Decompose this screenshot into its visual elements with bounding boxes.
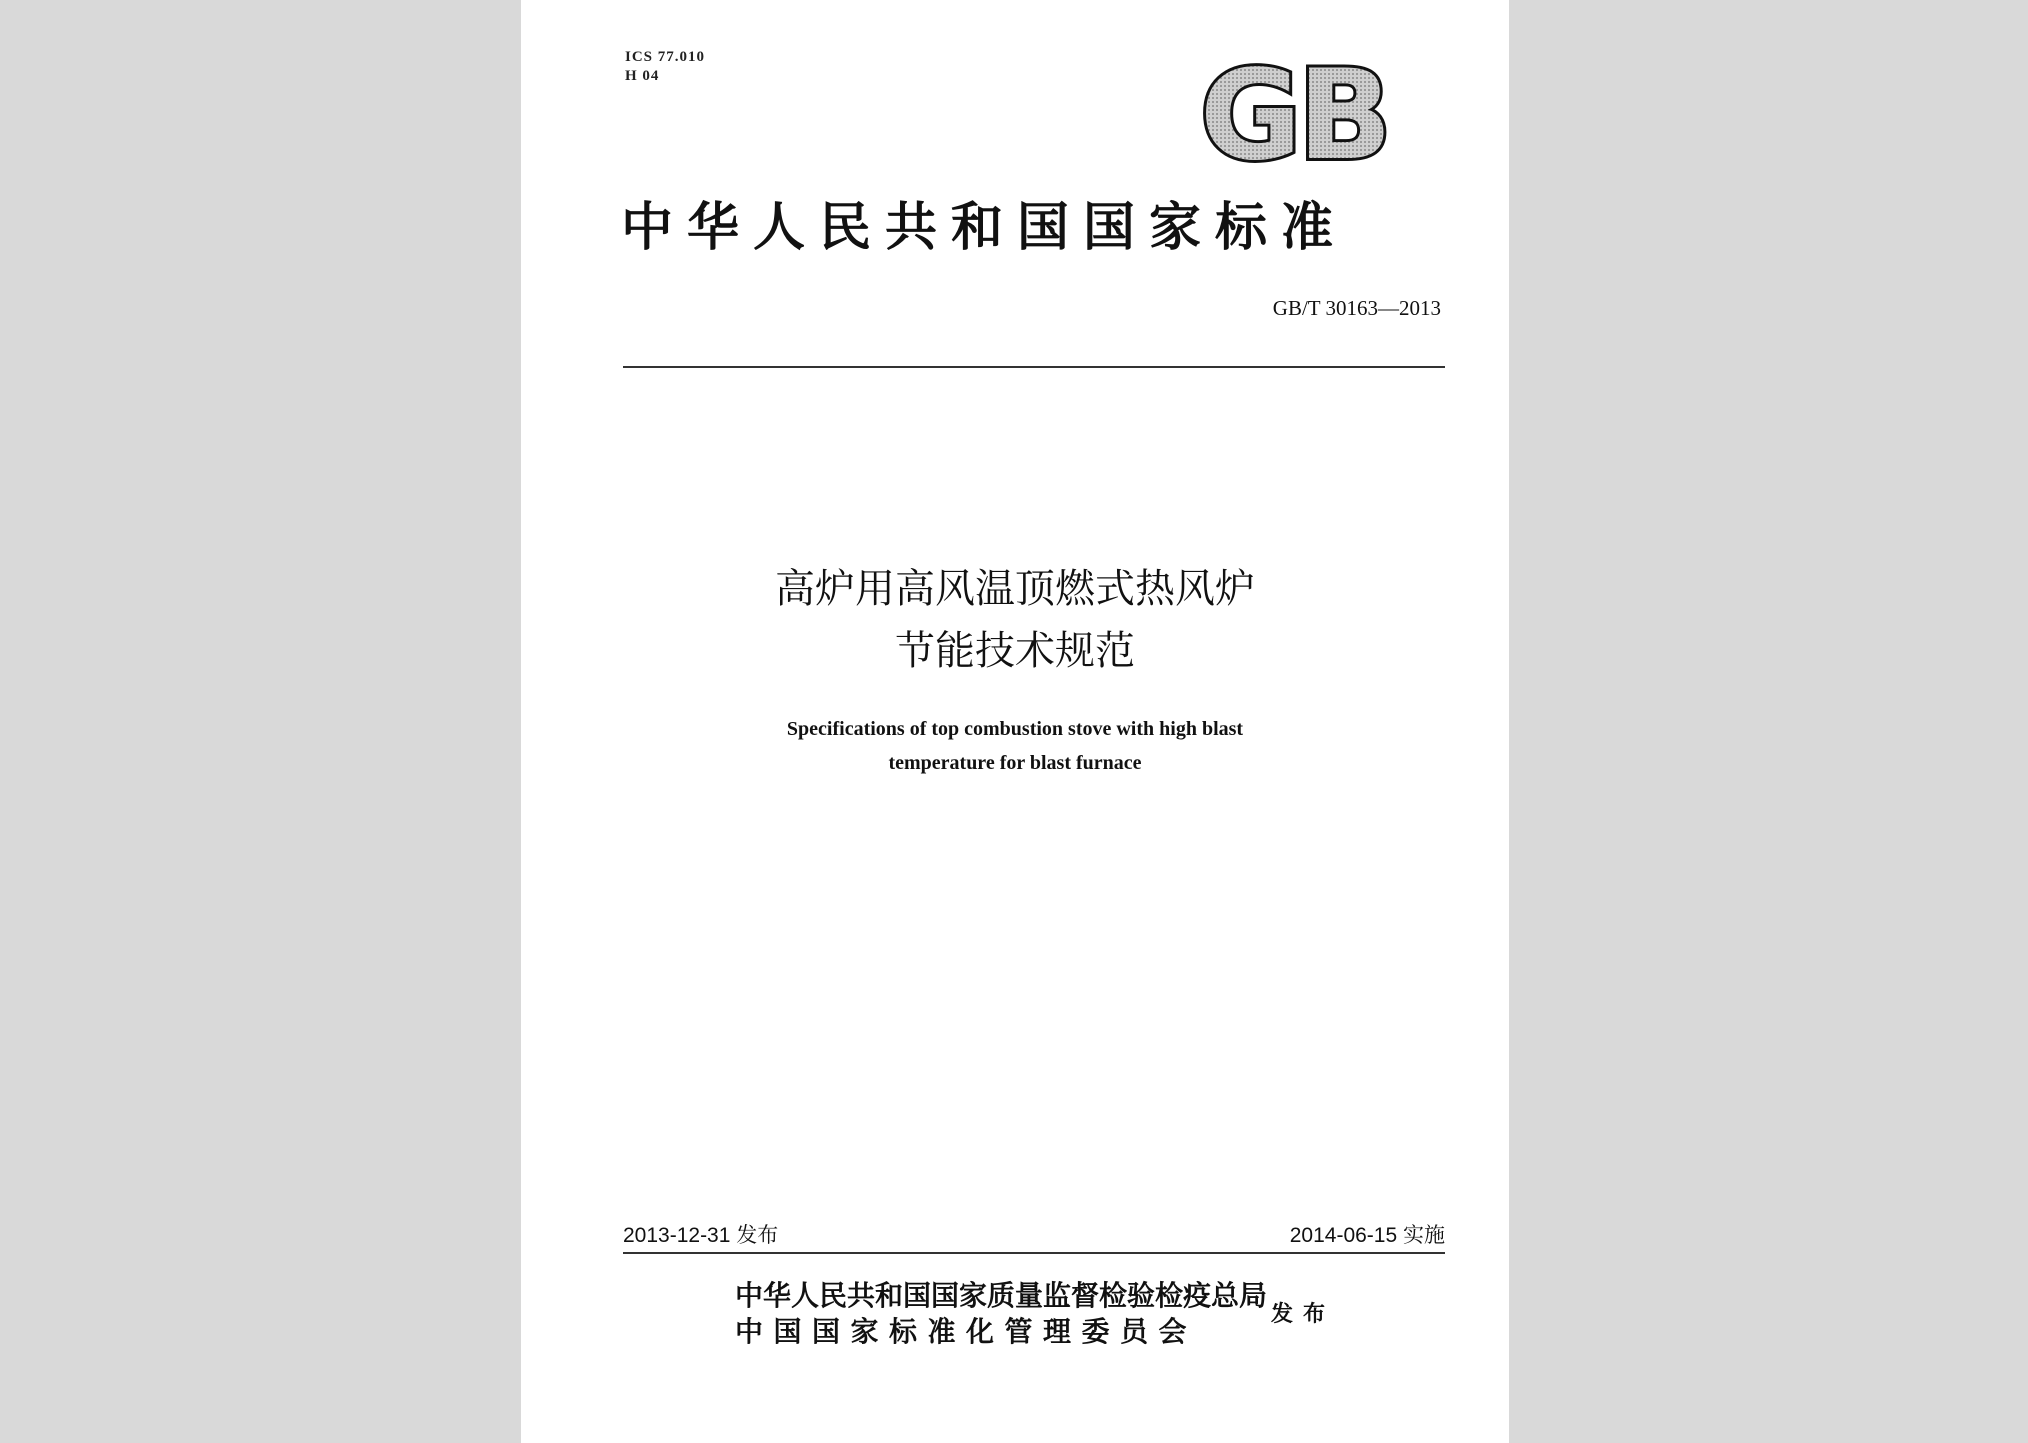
english-title-line-2: temperature for blast furnace	[888, 752, 1142, 774]
footer-divider	[623, 1252, 1445, 1254]
chinese-title	[615, 558, 1415, 682]
ccs-code: H 04	[625, 68, 660, 84]
issue-date: 2013-12-31 发布	[623, 1224, 779, 1247]
header-divider	[623, 366, 1445, 368]
gb-logo-text: GB	[1199, 60, 1389, 170]
chinese-title-line-1: 高炉用高风温顶燃式热风炉	[775, 566, 1255, 612]
ics-code: ICS 77.010	[625, 49, 706, 65]
english-title-line-1: Specifications of top combustion stove with high blast	[786, 718, 1244, 740]
classification-codes	[625, 48, 705, 86]
document-page	[521, 0, 1509, 1443]
standard-number: GB/T 30163—2013	[1272, 296, 1441, 320]
implementation-date: 2014-06-15 实施	[1289, 1224, 1445, 1247]
issuing-authorities	[735, 1278, 1267, 1350]
issuer-aqsiq: 中华人民共和国国家质量监督检验检疫总局	[735, 1279, 1268, 1312]
chinese-title-line-2: 节能技术规范	[895, 628, 1135, 674]
issuer-sac: 中国国家标准化管理委员会	[735, 1315, 1198, 1348]
gb-logo	[1191, 60, 1397, 170]
english-title	[615, 712, 1415, 780]
publish-label: 发布	[1271, 1301, 1336, 1327]
national-standard-title: 中华人民共和国国家标准	[621, 197, 1348, 258]
